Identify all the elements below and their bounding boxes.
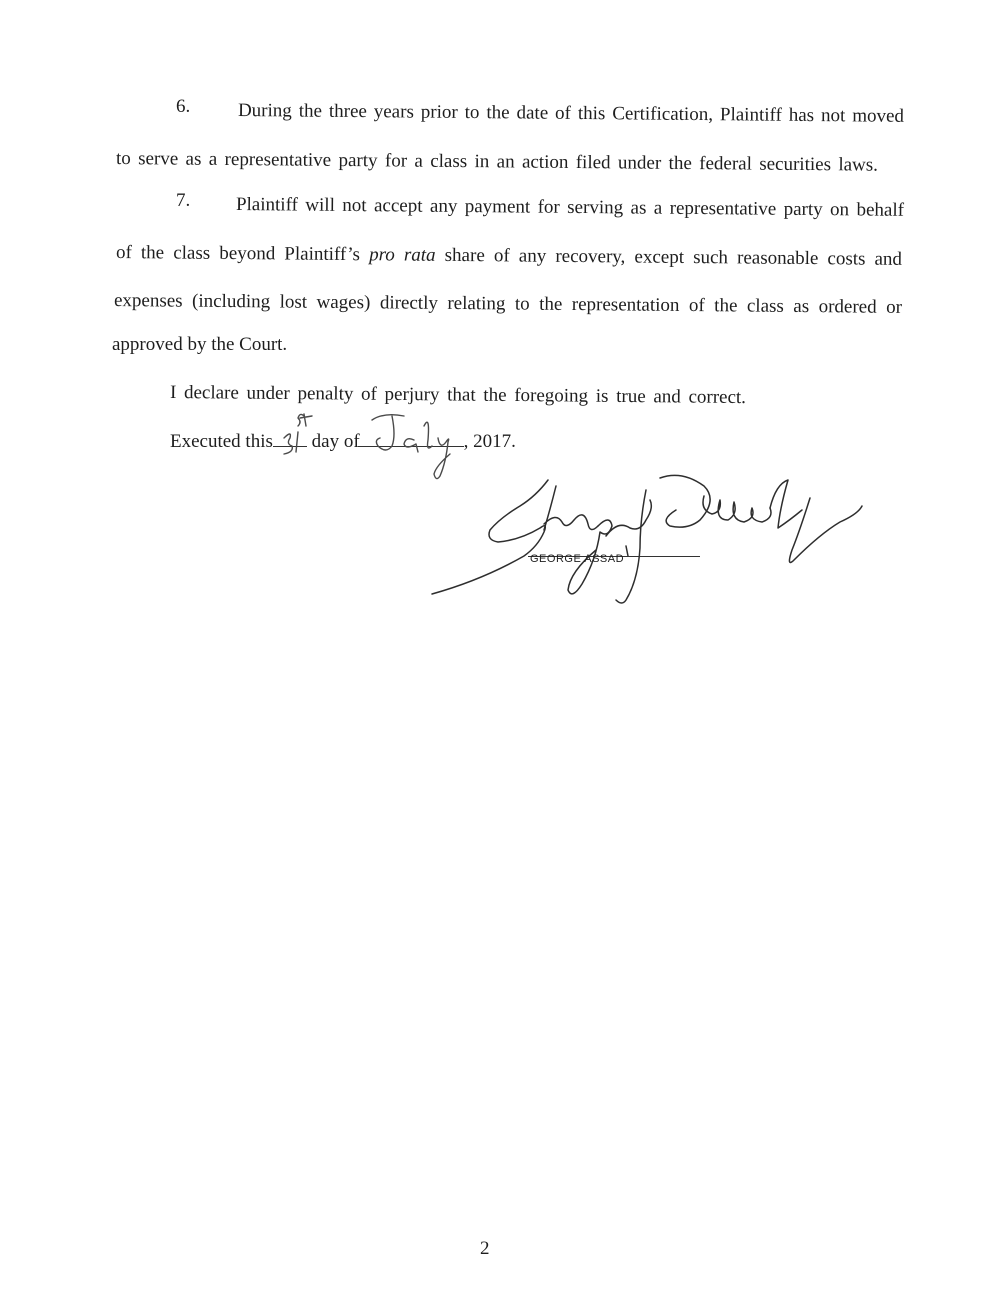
paragraph-7-line-3: expenses (including lost wages) directly relating to the representation of the class as ordered or xyxy=(113,290,903,318)
paragraph-6-line-1: During the three years prior to the date of this Certification, Plaintiff has not moved xyxy=(237,100,905,127)
declaration-statement: I declare under penalty of perjury that the foregoing is true and correct. xyxy=(169,382,747,409)
paragraph-7-line-4: approved by the Court. xyxy=(112,334,288,355)
paragraph-6-line-2: to serve as a representative party for a class in an action filed under the federal securities laws. xyxy=(115,148,879,176)
execution-line: Executed this day of , 2017. xyxy=(170,428,516,453)
printed-signer-name: GEORGE ASSAD xyxy=(530,553,625,565)
paragraph-7-line-1: Plaintiff will not accept any payment for serving as a representative party on behalf xyxy=(235,194,905,221)
paragraph-7-number: 7. xyxy=(176,190,191,211)
pro-rata-italic: pro rata xyxy=(369,244,436,266)
paragraph-7-line-2: of the class beyond Plaintiff’s pro rata share of any recovery, except such reasonable costs and xyxy=(115,242,903,270)
page-number: 2 xyxy=(480,1238,490,1259)
paragraph-6-number: 6. xyxy=(176,96,191,117)
